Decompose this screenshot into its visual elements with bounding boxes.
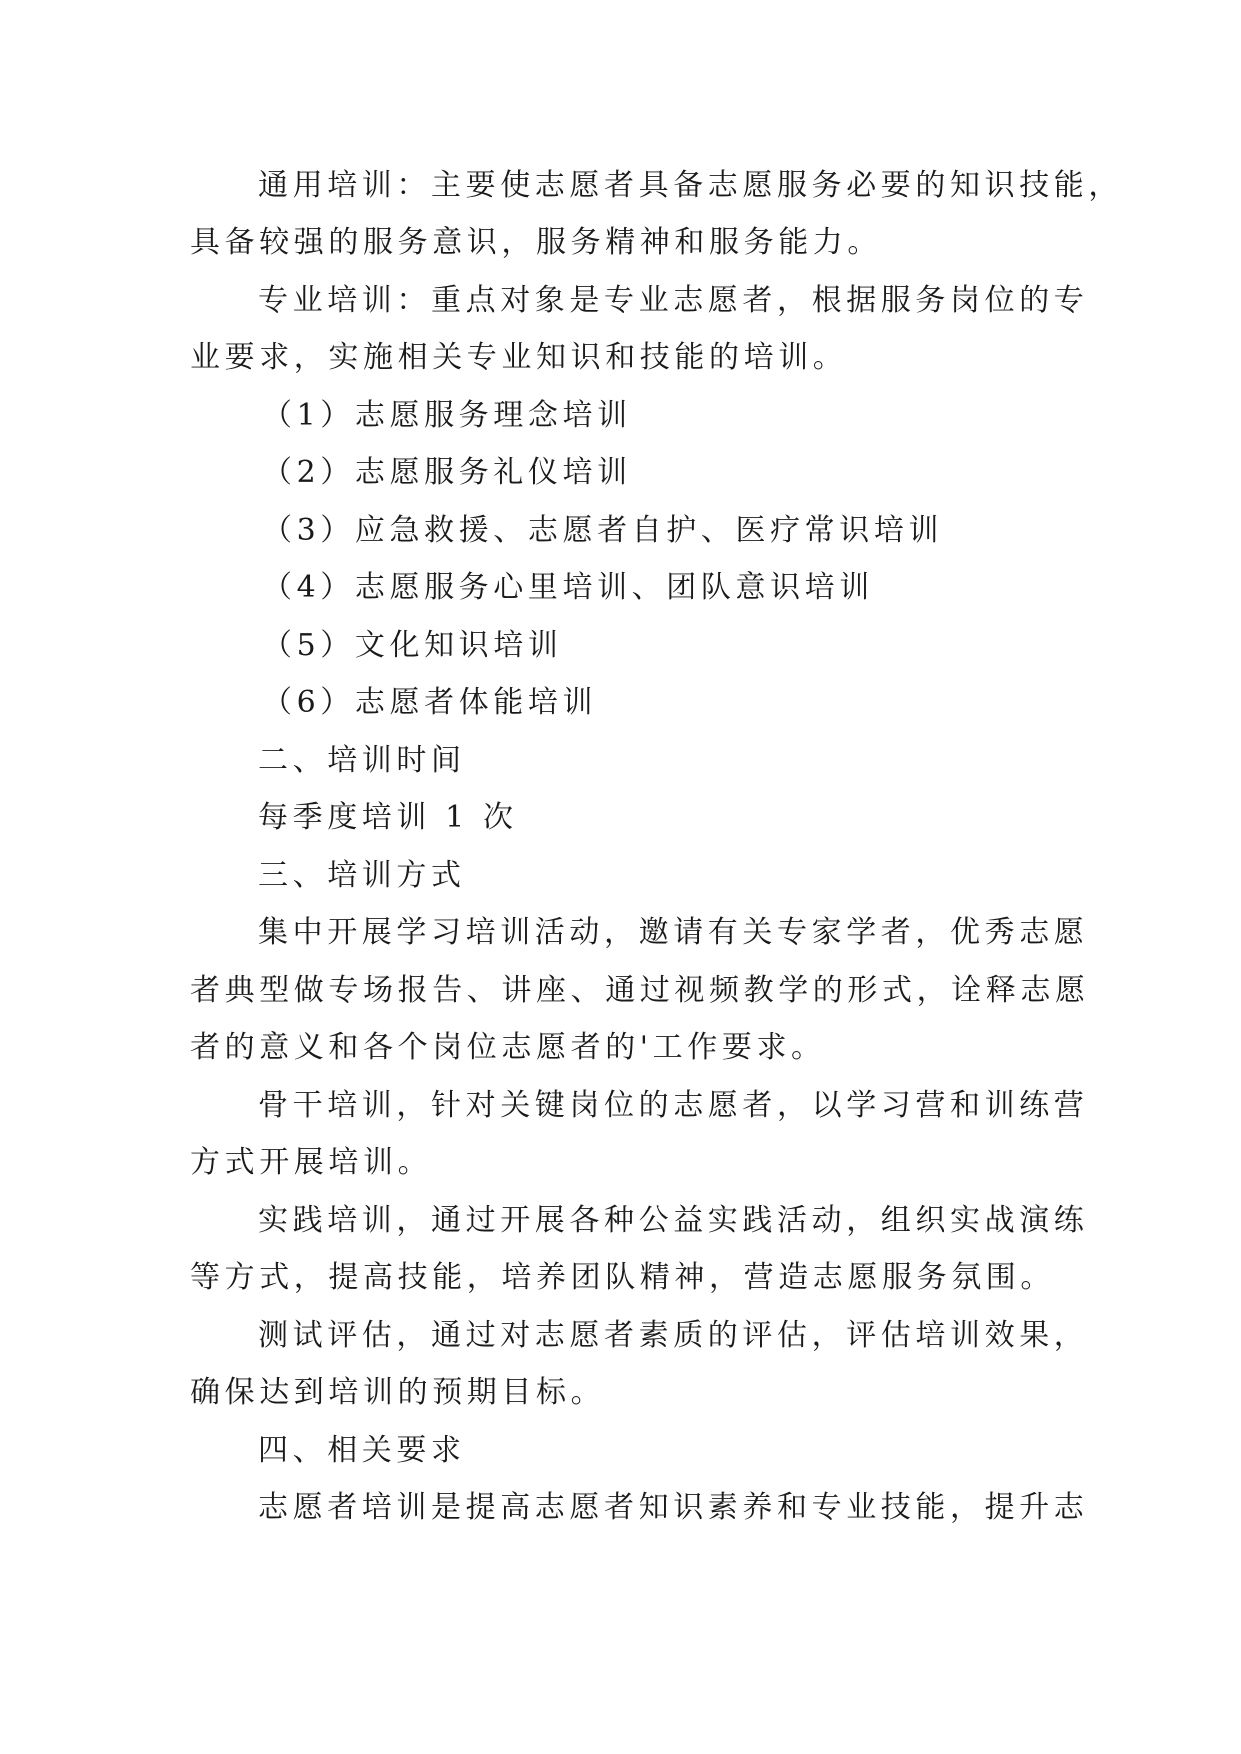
professional-training-paragraph-line-1: 专业培训：重点对象是专业志愿者，根据服务岗位的专 [258,283,1089,318]
practice-training-paragraph-line-2: 等方式，提高技能，培养团队精神，营造志愿服务氛围。 [190,1260,1055,1295]
general-training-paragraph-line-1: 通用培训：主要使志愿者具备志愿服务必要的知识技能， [258,168,1123,203]
centralized-training-paragraph-line-3: 者的意义和各个岗位志愿者的'工作要求。 [190,1030,826,1065]
section-heading-requirements: 四、相关要求 [258,1433,466,1468]
section-heading-training-time: 二、培训时间 [258,743,466,778]
section-heading-training-method: 三、培训方式 [258,858,466,893]
professional-training-paragraph-line-2: 业要求，实施相关专业知识和技能的培训。 [190,340,848,375]
centralized-training-paragraph-line-2: 者典型做专场报告、讲座、通过视频教学的形式，诠释志愿 [190,973,1090,1008]
evaluation-paragraph-line-1: 测试评估，通过对志愿者素质的评估，评估培训效果， [258,1318,1089,1353]
list-item-6: （6）志愿者体能培训 [262,685,598,720]
training-frequency-text: 每季度培训 1 次 [258,800,518,835]
general-training-paragraph-line-2: 具备较强的服务意识，服务精神和服务能力。 [190,225,882,260]
requirements-paragraph-line-1: 志愿者培训是提高志愿者知识素养和专业技能，提升志 [258,1490,1089,1525]
practice-training-paragraph-line-1: 实践培训，通过开展各种公益实践活动，组织实战演练 [258,1203,1089,1238]
centralized-training-paragraph-line-1: 集中开展学习培训活动，邀请有关专家学者，优秀志愿 [258,915,1089,950]
list-item-4: （4）志愿服务心里培训、团队意识培训 [262,570,874,605]
evaluation-paragraph-line-2: 确保达到培训的预期目标。 [190,1375,606,1410]
backbone-training-paragraph-line-2: 方式开展培训。 [190,1145,433,1180]
backbone-training-paragraph-line-1: 骨干培训，针对关键岗位的志愿者，以学习营和训练营 [258,1088,1089,1123]
list-item-3: （3）应急救援、志愿者自护、医疗常识培训 [262,513,944,548]
list-item-5: （5）文化知识培训 [262,628,563,663]
list-item-2: （2）志愿服务礼仪培训 [262,455,632,490]
list-item-1: （1）志愿服务理念培训 [262,398,632,433]
